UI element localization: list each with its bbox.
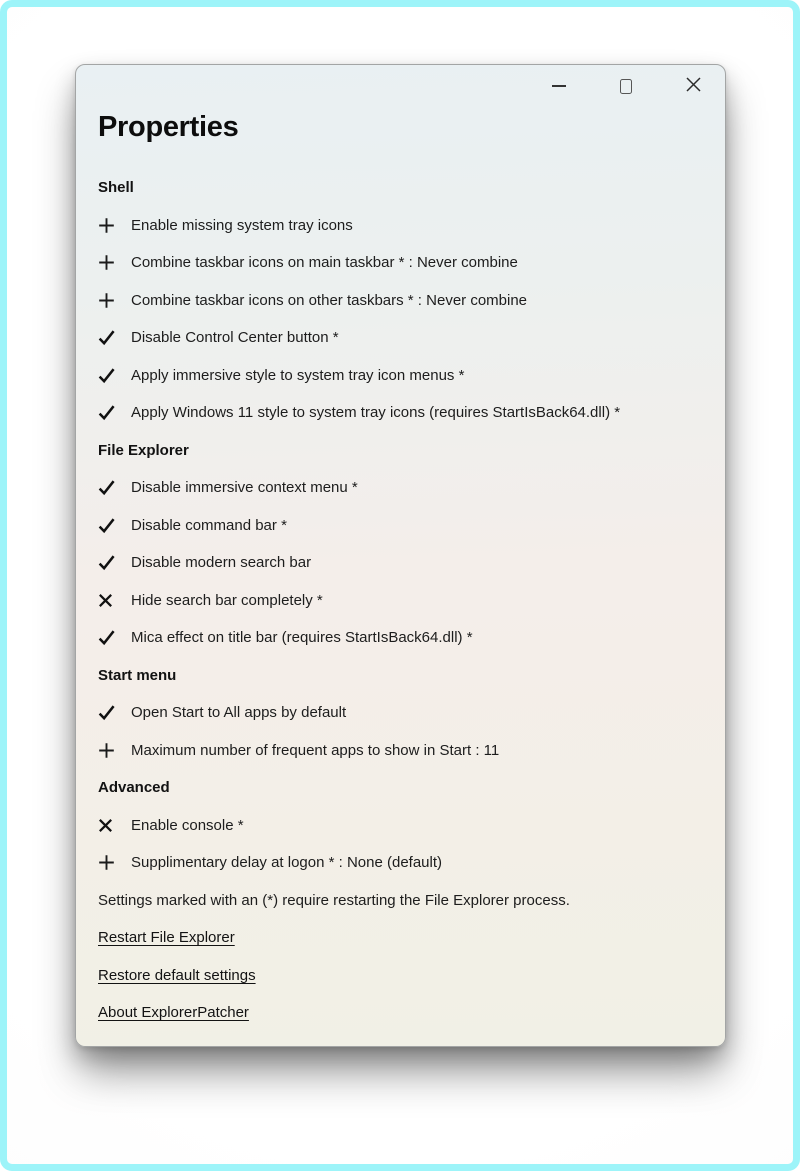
property-item-label: Apply Windows 11 style to system tray icons (requires StartIsBack64.dll) * bbox=[131, 404, 621, 422]
property-item-label: Combine taskbar icons on main taskbar * : Never combine bbox=[131, 254, 518, 272]
property-item[interactable] bbox=[98, 619, 705, 657]
property-item[interactable] bbox=[98, 282, 705, 320]
minimize-button[interactable] bbox=[544, 71, 574, 101]
check-icon bbox=[98, 629, 119, 646]
property-item-label: Disable command bar * bbox=[131, 516, 287, 534]
property-item-label: Disable immersive context menu * bbox=[131, 479, 358, 497]
property-item[interactable] bbox=[98, 807, 705, 845]
property-item-label: Enable console * bbox=[131, 816, 244, 834]
desktop-background bbox=[7, 7, 793, 1164]
page-title: Properties bbox=[98, 111, 239, 143]
link-restore-default-settings[interactable]: Restore default settings bbox=[98, 966, 256, 984]
property-item[interactable] bbox=[98, 319, 705, 357]
section-header bbox=[98, 169, 705, 207]
property-item-label: Hide search bar completely * bbox=[131, 591, 323, 609]
property-item[interactable] bbox=[98, 357, 705, 395]
property-item[interactable] bbox=[98, 844, 705, 882]
section-header bbox=[98, 769, 705, 807]
check-icon bbox=[98, 554, 119, 571]
check-icon bbox=[98, 404, 119, 421]
section-header-label: Start menu bbox=[98, 666, 177, 684]
property-item[interactable] bbox=[98, 582, 705, 620]
titlebar-controls bbox=[544, 71, 708, 101]
plus-icon bbox=[98, 854, 119, 871]
section-header-label: Shell bbox=[98, 179, 134, 197]
property-item[interactable] bbox=[98, 394, 705, 432]
maximize-icon bbox=[620, 79, 632, 94]
close-icon bbox=[685, 76, 702, 96]
property-item-label: Supplimentary delay at logon * : None (default) bbox=[131, 854, 443, 872]
cross-icon bbox=[98, 593, 119, 608]
properties-list bbox=[98, 169, 705, 1032]
property-item-label: Enable missing system tray icons bbox=[131, 216, 353, 234]
plus-icon bbox=[98, 217, 119, 234]
plus-icon bbox=[98, 254, 119, 271]
property-item-label: Disable Control Center button * bbox=[131, 329, 339, 347]
maximize-button[interactable] bbox=[611, 71, 641, 101]
property-item[interactable] bbox=[98, 694, 705, 732]
check-icon bbox=[98, 479, 119, 496]
property-item-label: Maximum number of frequent apps to show in Start : 11 bbox=[131, 741, 500, 759]
property-item[interactable] bbox=[98, 244, 705, 282]
close-button[interactable] bbox=[678, 71, 708, 101]
section-header-label: Advanced bbox=[98, 779, 170, 797]
property-item[interactable] bbox=[98, 732, 705, 770]
properties-window bbox=[75, 64, 726, 1047]
restart-note: Settings marked with an (*) require restarting the File Explorer process. bbox=[98, 891, 570, 909]
property-item[interactable] bbox=[98, 469, 705, 507]
check-icon bbox=[98, 367, 119, 384]
section-header-label: File Explorer bbox=[98, 441, 189, 459]
plus-icon bbox=[98, 742, 119, 759]
section-header bbox=[98, 657, 705, 695]
plus-icon bbox=[98, 292, 119, 309]
property-item-label: Combine taskbar icons on other taskbars * : Never combine bbox=[131, 291, 528, 309]
property-item-label: Open Start to All apps by default bbox=[131, 704, 347, 722]
link-restart-file-explorer[interactable]: Restart File Explorer bbox=[98, 929, 235, 947]
property-item[interactable] bbox=[98, 507, 705, 545]
property-item-label: Apply immersive style to system tray icon menus * bbox=[131, 366, 465, 384]
minimize-icon bbox=[552, 85, 566, 87]
check-icon bbox=[98, 517, 119, 534]
check-icon bbox=[98, 704, 119, 721]
property-item[interactable] bbox=[98, 544, 705, 582]
property-item[interactable] bbox=[98, 207, 705, 245]
cross-icon bbox=[98, 818, 119, 833]
property-item-label: Mica effect on title bar (requires StartIsBack64.dll) * bbox=[131, 629, 473, 647]
property-item-label: Disable modern search bar bbox=[131, 554, 312, 572]
section-header bbox=[98, 432, 705, 470]
check-icon bbox=[98, 329, 119, 346]
link-about-explorerpatcher[interactable]: About ExplorerPatcher bbox=[98, 1004, 249, 1022]
